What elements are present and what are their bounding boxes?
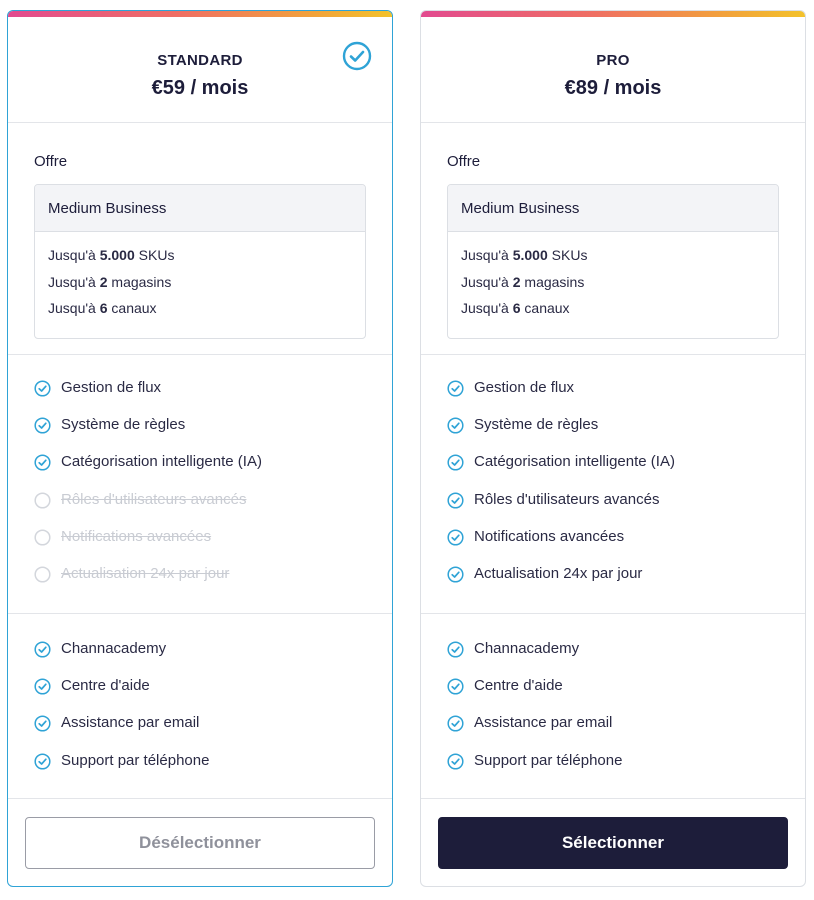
offer-section [421, 123, 805, 355]
plan-header [421, 17, 805, 123]
offer-label: Offre [447, 153, 481, 170]
plan-footer [8, 799, 392, 869]
deselect-button[interactable]: Désélectionner [25, 817, 375, 869]
offer-label: Offre [34, 153, 68, 170]
support-item: Assistance par email [447, 714, 805, 751]
check-circle-icon [34, 715, 51, 732]
support-list [421, 614, 805, 799]
check-circle-icon [447, 715, 464, 732]
plan-price: €59 / mois [151, 77, 249, 99]
offer-limits [448, 232, 778, 338]
feature-item: Actualisation 24x par jour [447, 565, 805, 602]
feature-list [8, 355, 392, 614]
check-circle-icon [447, 641, 464, 658]
limit-channels: Jusqu'à 6 canaux [461, 300, 570, 316]
check-circle-icon [34, 641, 51, 658]
feature-item-disabled: Notifications avancées [34, 528, 392, 565]
limit-channels: Jusqu'à 6 canaux [48, 300, 157, 316]
limit-stores: Jusqu'à 2 magasins [48, 273, 172, 290]
limit-stores: Jusqu'à 2 magasins [461, 273, 585, 290]
check-circle-icon [447, 566, 464, 583]
feature-item: Catégorisation intelligente (IA) [447, 453, 805, 490]
support-item: Support par téléphone [34, 752, 392, 789]
feature-item: Gestion de flux [447, 379, 805, 416]
offer-title: Medium Business [35, 185, 365, 232]
empty-circle-icon [34, 566, 51, 583]
offer-box [447, 184, 779, 339]
support-item: Centre d'aide [34, 677, 392, 714]
check-circle-icon [34, 678, 51, 695]
support-item: Support par téléphone [447, 752, 805, 789]
feature-item-disabled: Rôles d'utilisateurs avancés [34, 491, 392, 528]
empty-circle-icon [34, 492, 51, 509]
plan-header [8, 17, 392, 123]
offer-limits [35, 232, 365, 338]
support-item: Channacademy [447, 640, 805, 677]
check-circle-icon [34, 753, 51, 770]
plan-name: STANDARD [157, 52, 243, 69]
offer-section [8, 123, 392, 355]
feature-item: Rôles d'utilisateurs avancés [447, 491, 805, 528]
check-circle-icon [447, 380, 464, 397]
feature-list [421, 355, 805, 614]
empty-circle-icon [34, 529, 51, 546]
plan-name: PRO [596, 52, 630, 69]
feature-item: Catégorisation intelligente (IA) [34, 453, 392, 490]
plan-footer [421, 799, 805, 869]
check-circle-icon [447, 753, 464, 770]
selected-check-icon [342, 41, 372, 71]
check-circle-icon [34, 417, 51, 434]
feature-item: Système de règles [447, 416, 805, 453]
check-circle-icon [447, 454, 464, 471]
support-item: Assistance par email [34, 714, 392, 751]
feature-item-disabled: Actualisation 24x par jour [34, 565, 392, 602]
offer-box [34, 184, 366, 339]
check-circle-icon [447, 529, 464, 546]
support-list [8, 614, 392, 799]
plan-card-pro[interactable] [420, 10, 806, 887]
plan-price: €89 / mois [564, 77, 662, 99]
limit-skus: Jusqu'à 5.000 SKUs [48, 247, 175, 263]
check-circle-icon [34, 454, 51, 471]
plan-card-standard[interactable] [7, 10, 393, 887]
check-circle-icon [34, 380, 51, 397]
check-circle-icon [447, 678, 464, 695]
limit-skus: Jusqu'à 5.000 SKUs [461, 247, 588, 263]
feature-item: Gestion de flux [34, 379, 392, 416]
support-item: Centre d'aide [447, 677, 805, 714]
check-circle-icon [447, 417, 464, 434]
check-circle-icon [447, 492, 464, 509]
support-item: Channacademy [34, 640, 392, 677]
feature-item: Notifications avancées [447, 528, 805, 565]
offer-title: Medium Business [448, 185, 778, 232]
select-button[interactable]: Sélectionner [438, 817, 788, 869]
feature-item: Système de règles [34, 416, 392, 453]
